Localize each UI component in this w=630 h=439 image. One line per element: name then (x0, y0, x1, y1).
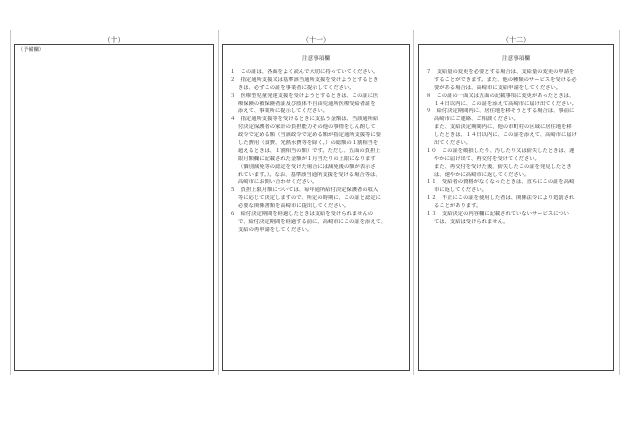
note-line: 高崎市にご連絡、ご相談ください。 (434, 116, 519, 123)
column-number: （十一） (302, 36, 330, 44)
note-line: やかに届け出て、再交付を受けてください。 (434, 155, 540, 162)
note-line: ６ 給付決定期間を経過したときは支給を受けられませんの (230, 211, 374, 218)
note-line: 出てください。 (434, 140, 472, 147)
note-line: は、速やかに高崎市に返してください。 (434, 171, 530, 178)
note-line: ２ 指定通所支援又は基準該当通所支援を受けようとするとき (230, 76, 379, 83)
note-line: で、給付決定期間を経過する前に、高崎市にこの証を添えて、 (238, 218, 387, 225)
note-line: した費用（食費、光熱水費等を除く。）の総額の１割相当を (238, 140, 379, 147)
note-line: １２ 不正にこの証を使用した者は、関係法令により処罰され (426, 195, 575, 202)
note-line: ５ 負担上限月額については、毎年通所給付決定保護者の収入 (230, 187, 379, 194)
note-line: れています。）。なお、基準該当通所支援を受ける場合等は、 (238, 171, 381, 178)
note-line: 市に返してください。 (434, 187, 487, 194)
note-line: （個別減免等の認定を受けた場合には減免後の額が表示さ (238, 163, 376, 170)
note-line: また、再交付を受けた後、紛失したこの証を発見したとき (434, 163, 572, 170)
note-line: ９ 給付決定期間内に、居住地を移そうとする場合は、事前に (426, 108, 575, 115)
fold-line (619, 30, 620, 375)
note-line: 等に応じて決定しますので、所定の時期に、この証と認定に (238, 195, 381, 202)
note-line: ８ この証の一面又は五面の記載事項に変更があったときは、 (426, 92, 575, 99)
notes-title: 注意事項欄 (302, 56, 330, 62)
note-line: ３ 医療型児童発達支援を受けようとするときは、この証に医 (230, 92, 379, 99)
note-line: 限月額欄に記載された金額が１月当たりの上限になります (238, 155, 376, 162)
note-line: １ この証は、各面をよく読んで大切に持っていてください。 (230, 69, 379, 75)
note-line: 付決定保護者の家計の負担能力その他の事情をしん酌して (238, 124, 376, 131)
note-line: ることがあります。 (434, 203, 482, 210)
reserve-field-label: （予備欄） (18, 47, 44, 53)
note-line: したときは、１４日以内に、この証を添えて、高崎市に届け (434, 132, 577, 139)
note-line: 要がある場合は、高崎市に支給申請をしてください。 (434, 84, 562, 91)
note-line: 療保険の被保険者証及び肢体不自由児通所医療受給者証を (238, 100, 376, 107)
note-line: １０ この証を破損したり、汚したり又は紛失したときは、速 (426, 147, 575, 154)
fold-line (10, 30, 11, 375)
column-number: （十） (103, 36, 125, 44)
notes-lines (230, 69, 409, 235)
note-line: 高崎市にお問い合わせください。 (238, 179, 318, 186)
notes-title: 注意事項欄 (502, 56, 530, 62)
notes-lines (426, 69, 613, 227)
note-line: 添えて、事業所に提示してください。 (238, 108, 328, 115)
note-line: 超えるときは、１割相当の額）です。ただし、五面の負担上 (238, 147, 381, 154)
column-number: （十二） (502, 36, 530, 44)
note-line: １３ 支給決定の内容欄に記載されていないサービスについ (426, 211, 569, 218)
note-line: することができます。また、他の種類のサービスを受ける必 (434, 76, 577, 83)
reserve-field-box (14, 44, 214, 371)
note-line: ４ 指定通所支援等を受けるときに支払う金額は、当該通所給 (230, 116, 379, 123)
note-line: また、支給決定期間内に、他の市町村の区域に居住地を移 (434, 124, 572, 131)
note-line: 必要な関係書類を高崎市に提出してください。 (238, 203, 350, 210)
fold-line (413, 30, 414, 375)
note-line: 政令で定める額（当該政令で定める額が指定通所支援等に要 (238, 132, 382, 139)
note-line: ７ 支給量の変更を必要とする場合は、支給量の変更の申請を (426, 69, 575, 75)
notes-box-12 (418, 44, 614, 371)
note-line: ては、支給は受けられません。 (434, 218, 509, 225)
note-line: １１ 受給者の資格がなくなったときは、直ちにこの証を高崎 (426, 179, 575, 186)
note-line: １４日以内に、この証を添えて高崎市に届け出てください。 (434, 100, 578, 107)
note-line: 支給の再申請をしてください。 (238, 226, 313, 233)
notes-box-11 (222, 44, 410, 371)
note-line: きは、必ずこの証を事業者に提示してください。 (238, 84, 355, 91)
fold-line (218, 30, 219, 375)
